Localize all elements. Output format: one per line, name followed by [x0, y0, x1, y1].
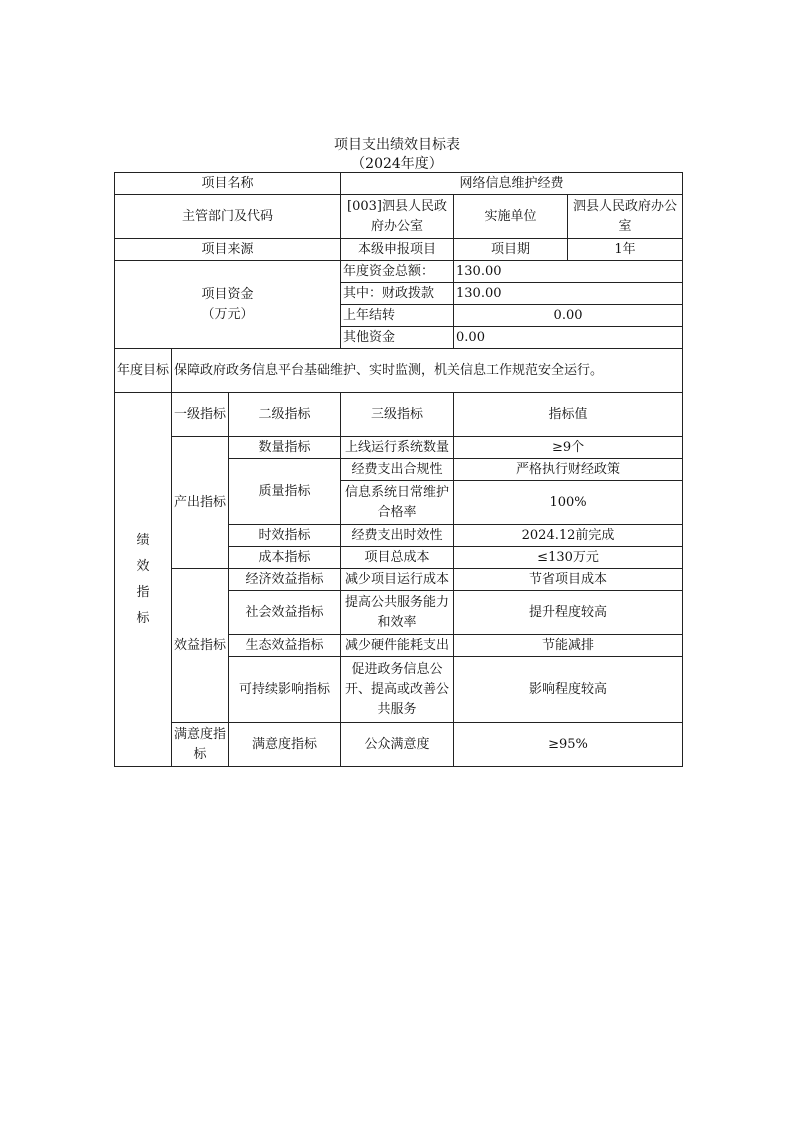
satisfaction-l2: 满意度指标	[229, 723, 341, 767]
sustainable-l2: 可持续影响指标	[229, 657, 341, 723]
goal-text: 保障政府政务信息平台基础维护、实时监测，机关信息工作规范安全运行。	[172, 349, 683, 393]
quality2-l3: 信息系统日常维护合格率	[341, 481, 454, 525]
table-row	[115, 261, 683, 283]
quantity-l3: 上线运行系统数量	[341, 437, 454, 459]
table-row	[115, 393, 683, 437]
quality1-value: 严格执行财经政策	[454, 459, 683, 481]
source-value: 本级申报项目	[341, 239, 454, 261]
funds-carryover-label: 上年结转	[341, 305, 454, 327]
economic-l3: 减少项目运行成本	[341, 569, 454, 591]
funds-other-value: 0.00	[454, 327, 683, 349]
period-label: 项目期	[454, 239, 568, 261]
page-year: （2024年度）	[351, 156, 443, 172]
page-title: 项目支出绩效目标表	[334, 137, 460, 153]
social-l3: 提高公共服务能力和效率	[341, 591, 454, 635]
social-value: 提升程度较高	[454, 591, 683, 635]
sustainable-value: 影响程度较高	[454, 657, 683, 723]
cost-value: ≤130万元	[454, 547, 683, 569]
header-level2: 二级指标	[229, 393, 341, 437]
benefit-label: 效益指标	[172, 569, 229, 723]
table-row	[115, 195, 683, 239]
satisfaction-l3: 公众满意度	[341, 723, 454, 767]
dept-value: [003]泗县人民政府办公室	[341, 195, 454, 239]
project-name-value: 网络信息维护经费	[341, 173, 683, 195]
social-l2: 社会效益指标	[229, 591, 341, 635]
economic-l2: 经济效益指标	[229, 569, 341, 591]
quality2-value: 100%	[454, 481, 683, 525]
impl-label: 实施单位	[454, 195, 568, 239]
table-row	[115, 723, 683, 767]
cost-l2: 成本指标	[229, 547, 341, 569]
dept-label: 主管部门及代码	[115, 195, 341, 239]
table-row	[115, 173, 683, 195]
header-level1: 一级指标	[172, 393, 229, 437]
cost-l3: 项目总成本	[341, 547, 454, 569]
goal-label: 年度目标	[115, 349, 172, 393]
funds-total-value: 130.00	[454, 261, 683, 283]
timeliness-l2: 时效指标	[229, 525, 341, 547]
sustainable-l3: 促进政务信息公开、提高或改善公共服务	[341, 657, 454, 723]
funds-label-line2: （万元）	[201, 306, 254, 322]
ecological-l2: 生态效益指标	[229, 635, 341, 657]
period-value: 1年	[568, 239, 683, 261]
quality1-l3: 经费支出合规性	[341, 459, 454, 481]
funds-fiscal-label: 其中：财政拨款	[341, 283, 454, 305]
ecological-value: 节能减排	[454, 635, 683, 657]
funds-other-label: 其他资金	[341, 327, 454, 349]
indicators-side-text: 绩效指标	[136, 532, 150, 626]
quantity-value: ≥9个	[454, 437, 683, 459]
timeliness-value: 2024.12前完成	[454, 525, 683, 547]
ecological-l3: 减少硬件能耗支出	[341, 635, 454, 657]
funds-carryover-value: 0.00	[454, 305, 683, 327]
header-value: 指标值	[454, 393, 683, 437]
satisfaction-value: ≥95%	[454, 723, 683, 767]
funds-fiscal-value: 130.00	[454, 283, 683, 305]
header-level3: 三级指标	[341, 393, 454, 437]
quality-l2: 质量指标	[229, 459, 341, 525]
impl-value: 泗县人民政府办公室	[568, 195, 683, 239]
timeliness-l3: 经费支出时效性	[341, 525, 454, 547]
quantity-l2: 数量指标	[229, 437, 341, 459]
funds-label-line1: 项目资金	[201, 286, 254, 302]
economic-value: 节省项目成本	[454, 569, 683, 591]
source-label: 项目来源	[115, 239, 341, 261]
table-row	[115, 437, 683, 459]
funds-label	[115, 261, 341, 349]
output-label: 产出指标	[172, 437, 229, 569]
table-row	[115, 239, 683, 261]
satisfaction-label: 满意度指标	[172, 723, 229, 767]
performance-table	[114, 172, 683, 767]
table-row	[115, 569, 683, 591]
funds-total-label: 年度资金总额：	[341, 261, 454, 283]
project-name-label: 项目名称	[115, 173, 341, 195]
indicators-side-label	[115, 393, 172, 767]
table-row	[115, 349, 683, 393]
